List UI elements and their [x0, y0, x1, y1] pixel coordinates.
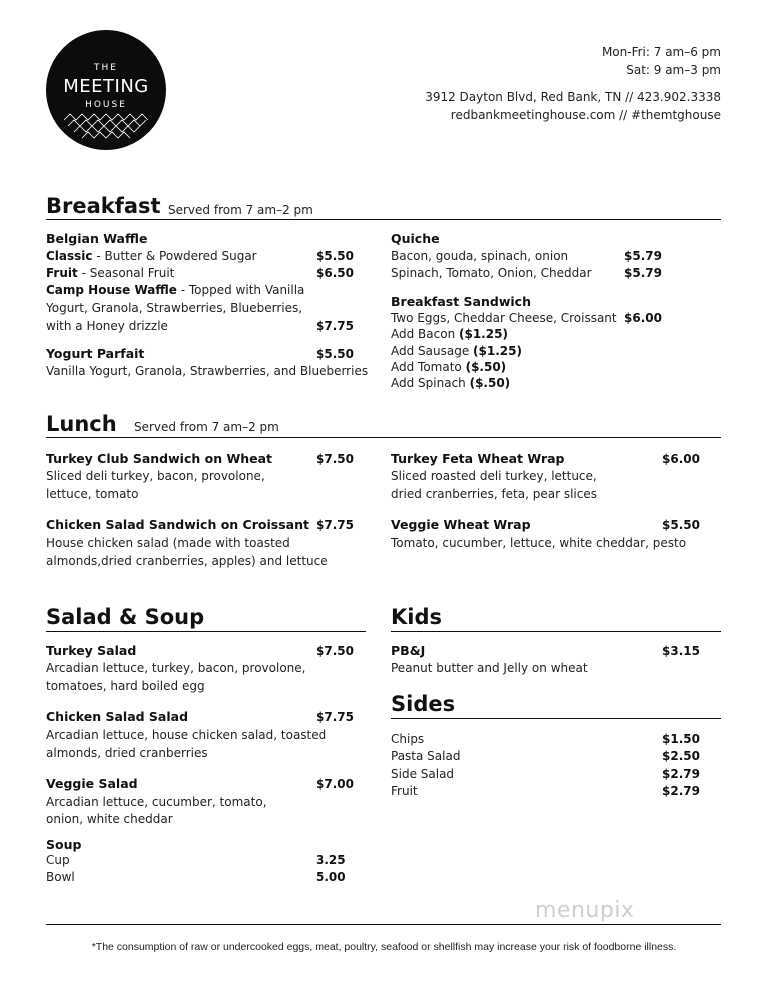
camp-waffle-price: $7.75	[316, 319, 354, 333]
veggie-salad-price: $7.00	[316, 777, 354, 791]
side-side-salad-price: $2.79	[662, 767, 700, 781]
addon-tomato: Add Tomato ($.50)	[391, 360, 507, 374]
soup-bowl: Bowl	[46, 870, 75, 884]
breakfast-title: Breakfast	[46, 194, 161, 218]
lunch-header	[46, 410, 721, 438]
pbj-desc: Peanut butter and Jelly on wheat	[391, 661, 588, 675]
veggie-wrap-title: Veggie Wheat Wrap	[391, 517, 531, 532]
chicken-salad-desc-2: almonds, dried cranberries	[46, 746, 208, 760]
quiche-price-1: $5.79	[624, 249, 662, 263]
address: 3912 Dayton Blvd, Red Bank, TN // 423.902.3338	[425, 90, 721, 104]
breakfast-header	[46, 192, 721, 220]
veggie-salad-title: Veggie Salad	[46, 776, 138, 791]
turkey-feta-wrap-title: Turkey Feta Wheat Wrap	[391, 451, 565, 466]
kids-header	[391, 602, 721, 632]
footer-divider	[46, 924, 721, 925]
chicken-sandwich-price: $7.75	[316, 518, 354, 532]
quiche-line-1: Bacon, gouda, spinach, onion	[391, 249, 569, 263]
chicken-salad-desc-1: Arcadian lettuce, house chicken salad, toasted	[46, 728, 327, 742]
logo-text-meeting: MEETING	[63, 76, 149, 97]
soup-title: Soup	[46, 837, 82, 852]
logo	[46, 30, 166, 150]
classic-waffle-line: Classic - Butter & Powdered Sugar	[46, 249, 257, 263]
quiche-line-2: Spinach, Tomato, Onion, Cheddar	[391, 266, 592, 280]
belgian-waffle-title: Belgian Waffle	[46, 231, 148, 246]
logo-graphic	[46, 30, 166, 150]
sides-header	[391, 689, 721, 719]
yogurt-parfait-title: Yogurt Parfait	[46, 346, 145, 361]
chicken-sandwich-title: Chicken Salad Sandwich on Croissant	[46, 517, 309, 532]
turkey-feta-wrap-desc-2: dried cranberries, feta, pear slices	[391, 487, 597, 501]
turkey-club-desc-1: Sliced deli turkey, bacon, provolone,	[46, 469, 265, 483]
side-fruit-price: $2.79	[662, 784, 700, 798]
salad-soup-header	[46, 602, 366, 632]
camp-waffle-line: Camp House Waffle - Topped with Vanilla	[46, 283, 305, 297]
soup-cup-price: 3.25	[316, 853, 346, 867]
classic-waffle-price: $5.50	[316, 249, 354, 263]
side-chips-price: $1.50	[662, 732, 700, 746]
turkey-salad-desc-1: Arcadian lettuce, turkey, bacon, provolone,	[46, 661, 306, 675]
footer-disclaimer: *The consumption of raw or undercooked eggs, meat, poultry, seafood or shellfish may increase your risk of foodborne illness.	[91, 941, 677, 953]
side-fruit: Fruit	[391, 784, 418, 798]
addon-sausage: Add Sausage ($1.25)	[391, 344, 522, 358]
veggie-salad-desc-1: Arcadian lettuce, cucumber, tomato,	[46, 795, 267, 809]
fruit-waffle-line: Fruit - Seasonal Fruit	[46, 266, 175, 280]
turkey-feta-wrap-price: $6.00	[662, 452, 700, 466]
turkey-salad-title: Turkey Salad	[46, 643, 137, 658]
hours-weekday: Mon-Fri: 7 am–6 pm	[601, 45, 721, 59]
quiche-title: Quiche	[391, 231, 440, 246]
camp-waffle-desc-3: with a Honey drizzle	[46, 319, 168, 333]
turkey-club-title: Turkey Club Sandwich on Wheat	[46, 451, 273, 466]
website: redbankmeetinghouse.com // #themtghouse	[450, 108, 721, 122]
yogurt-parfait-price: $5.50	[316, 347, 354, 361]
chicken-sandwich-desc-2: almonds,dried cranberries, apples) and lettuce	[46, 554, 328, 568]
logo-pattern-icon	[64, 114, 148, 138]
fruit-waffle-price: $6.50	[316, 266, 354, 280]
soup-cup: Cup	[46, 853, 70, 867]
sides-title: Sides	[391, 692, 456, 716]
breakfast-sandwich-price: $6.00	[624, 311, 662, 325]
breakfast-sandwich-desc: Two Eggs, Cheddar Cheese, Croissant	[391, 311, 617, 325]
lunch-title: Lunch	[46, 412, 117, 436]
logo-text-the: THE	[94, 63, 118, 73]
side-chips: Chips	[391, 732, 425, 746]
veggie-wrap-price: $5.50	[662, 518, 700, 532]
kids-title: Kids	[391, 605, 443, 629]
breakfast-note: Served from 7 am–2 pm	[168, 203, 313, 217]
camp-waffle-desc-2: Yogurt, Granola, Strawberries, Blueberries,	[46, 301, 303, 315]
turkey-feta-wrap-desc-1: Sliced roasted deli turkey, lettuce,	[391, 469, 597, 483]
chicken-salad-price: $7.75	[316, 710, 354, 724]
hours-saturday: Sat: 9 am–3 pm	[626, 63, 721, 77]
lunch-note: Served from 7 am–2 pm	[134, 420, 279, 434]
side-pasta-salad: Pasta Salad	[391, 749, 461, 763]
turkey-club-price: $7.50	[316, 452, 354, 466]
veggie-salad-desc-2: onion, white cheddar	[46, 812, 173, 826]
pbj-title: PB&J	[391, 643, 426, 658]
quiche-price-2: $5.79	[624, 266, 662, 280]
breakfast-sandwich-title: Breakfast Sandwich	[391, 294, 531, 309]
pbj-price: $3.15	[662, 644, 700, 658]
chicken-salad-title: Chicken Salad Salad	[46, 709, 189, 724]
turkey-salad-desc-2: tomatoes, hard boiled egg	[46, 679, 205, 693]
side-side-salad: Side Salad	[391, 767, 455, 781]
turkey-salad-price: $7.50	[316, 644, 354, 658]
salad-soup-title: Salad & Soup	[46, 605, 205, 629]
veggie-wrap-desc: Tomato, cucumber, lettuce, white cheddar, pesto	[391, 536, 687, 550]
chicken-sandwich-desc-1: House chicken salad (made with toasted	[46, 536, 290, 550]
addon-bacon: Add Bacon ($1.25)	[391, 327, 508, 341]
side-pasta-salad-price: $2.50	[662, 749, 700, 763]
header-info	[425, 43, 721, 124]
soup-bowl-price: 5.00	[316, 870, 346, 884]
addon-spinach: Add Spinach ($.50)	[391, 376, 511, 390]
turkey-club-desc-2: lettuce, tomato	[46, 487, 139, 501]
logo-text-house: HOUSE	[85, 100, 127, 110]
watermark: menupix	[535, 898, 635, 923]
yogurt-parfait-desc: Vanilla Yogurt, Granola, Strawberries, and Blueberries	[46, 364, 369, 378]
